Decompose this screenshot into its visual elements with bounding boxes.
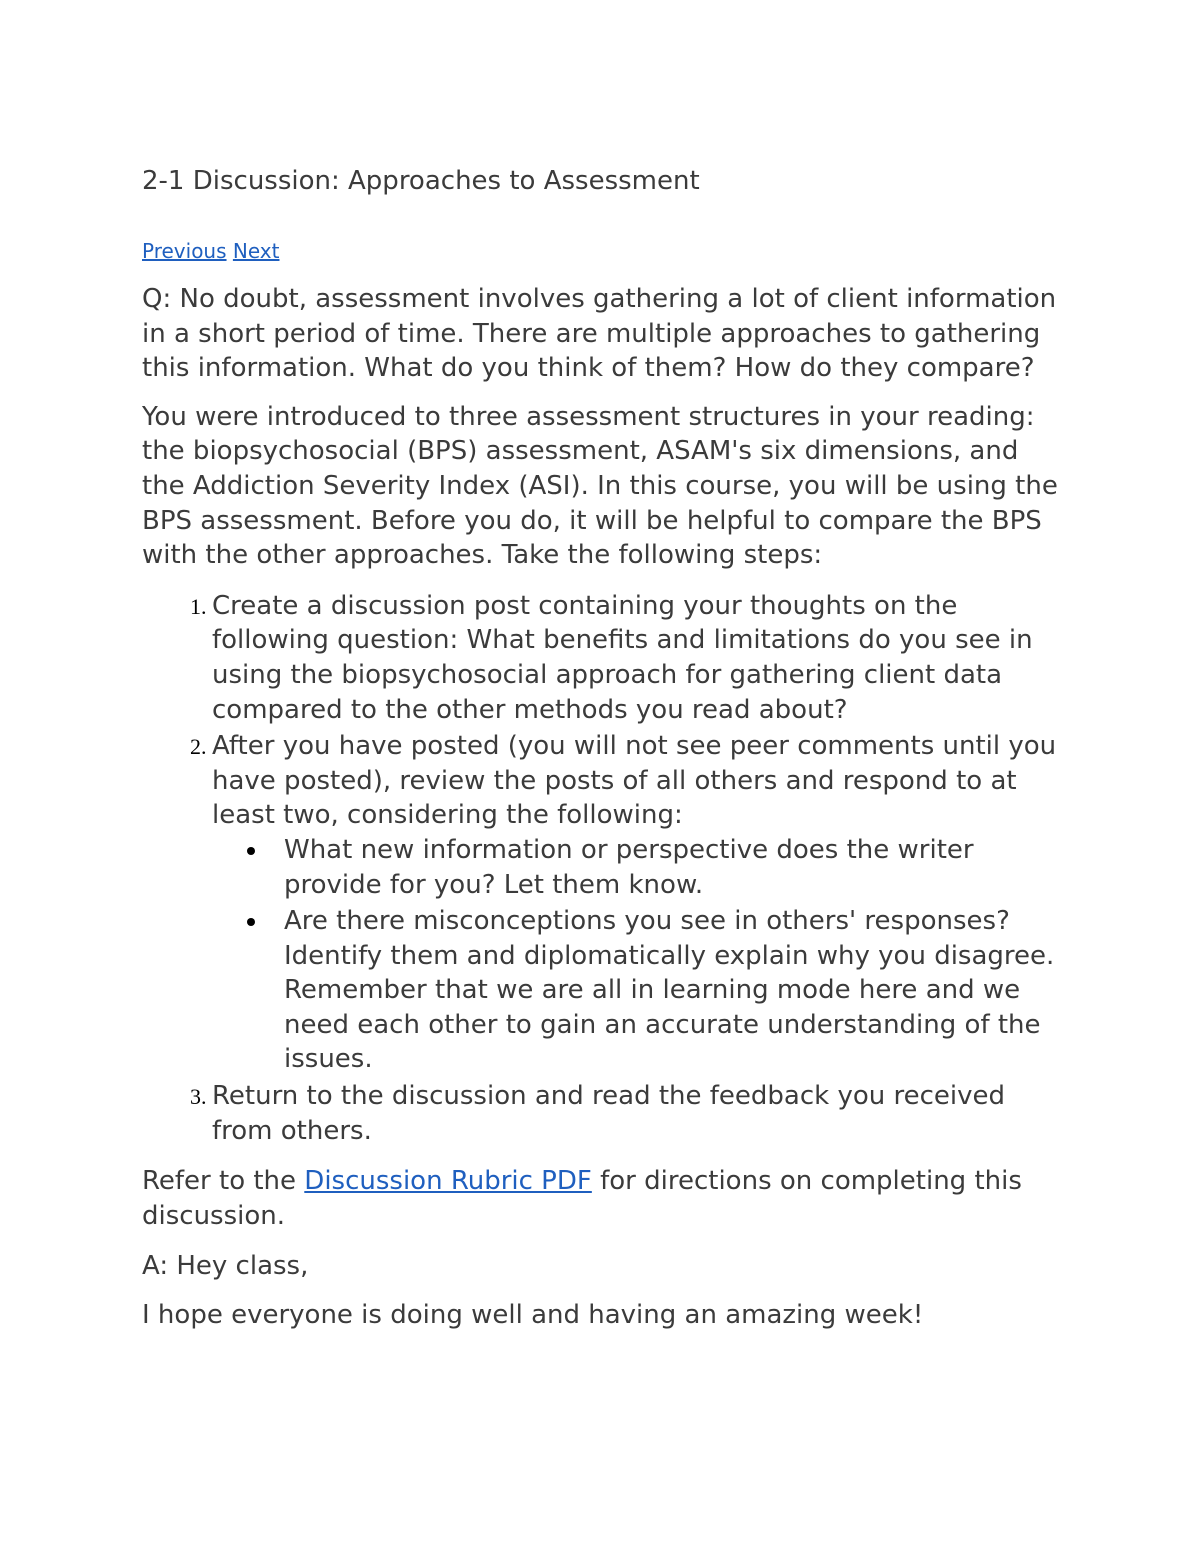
step-item xyxy=(212,1079,1062,1148)
step-item xyxy=(212,589,1062,727)
question-paragraph: Q: No doubt, assessment involves gathering a lot of client information in a short period of time. There are multiple approaches to gathering this information. What do you think of them? How do they compare? xyxy=(142,284,1057,384)
refer-text-after: for directions on completing this discussion. xyxy=(142,1166,1022,1231)
refer-text-before: Refer to the xyxy=(142,1166,305,1197)
step-item xyxy=(212,729,1062,1077)
step-text: After you have posted (you will not see peer comments until you have posted), review the posts of all others and respond to at least two, considering the following: xyxy=(212,731,1057,831)
greeting-paragraph: I hope everyone is doing well and having an amazing week! xyxy=(142,1300,924,1331)
rubric-link[interactable]: Discussion Rubric PDF xyxy=(304,1166,592,1197)
step-text: Return to the discussion and read the feedback you received from others. xyxy=(212,1081,1006,1146)
sub-points-list xyxy=(212,833,1062,1077)
answer-paragraph: A: Hey class, xyxy=(142,1251,309,1282)
steps-list xyxy=(142,589,1062,1149)
document-title: 2-1 Discussion: Approaches to Assessment xyxy=(142,166,700,196)
sub-point-item: What new information or perspective does the writer provide for you? Let them know. xyxy=(284,833,1062,902)
sub-point-item: Are there misconceptions you see in others' responses? Identify them and diplomatically explain why you disagree. Remember that we are all in learning mode here and we need each other to gain an accurate understanding of the issues. xyxy=(284,904,1062,1077)
document-page xyxy=(142,164,1062,1333)
previous-link[interactable]: Previous xyxy=(142,239,227,263)
next-link[interactable]: Next xyxy=(232,239,280,263)
intro-paragraph: You were introduced to three assessment structures in your reading: the biopsychosocial (BPS) assessment, ASAM's six dimensions, and the Addiction Severity Index (ASI). In this course, you will be using the BPS assessment. Before you do, it will be helpful to compare the BPS with the other approaches. Take the following steps: xyxy=(142,401,1058,571)
refer-paragraph xyxy=(142,1164,1062,1233)
step-text: Create a discussion post containing your thoughts on the following question: What benefits and limitations do you see in using the biopsychosocial approach for gathering client data compared to the other methods you read about? xyxy=(212,590,1033,725)
nav-links xyxy=(142,238,1062,264)
